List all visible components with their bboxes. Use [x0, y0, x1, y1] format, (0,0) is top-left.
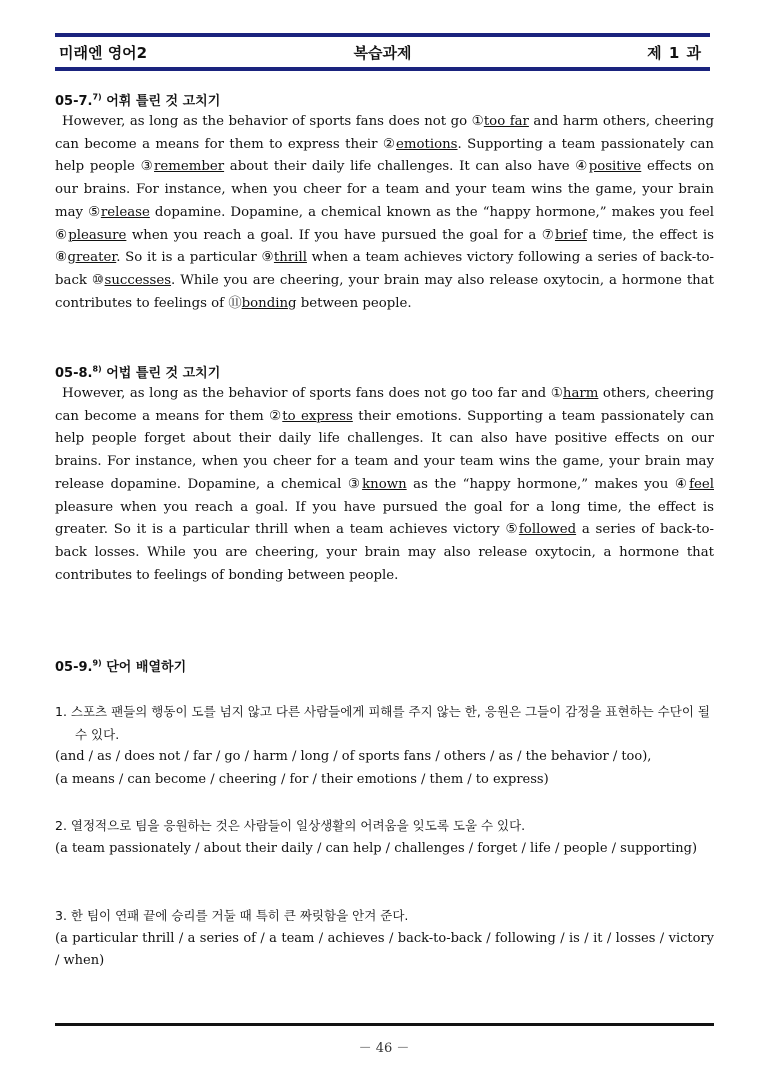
question-number: 05-9. — [55, 660, 93, 675]
underlined-word: bonding — [241, 295, 297, 311]
section-grammar-correction — [55, 362, 714, 587]
word-bank: (a team passionately / about their daily / can help / challenges / forget / life / people / supporting) — [55, 840, 698, 856]
underlined-word: known — [362, 476, 407, 492]
passage: However, as long as the behavior of sports fans does not go too far and ①harm others, cheering can become a means for them ②to express their emotions. Supporting a team passionately can help people forget about their daily life challenges. It can also have positive effects on our brains. For instance, when you cheer for a team and your team wins the game, your brain may release dopamine. Dopamine, a chemical ③known as the “happy hormone,” makes you ④feel pleasure when you reach a goal. If you have pursued the goal for a long time, the effect is greater. So it is a particular thrill when a team achieves victory ⑤followed a series of back-to-back losses. While you are cheering, your brain may also release oxytocin, a hormone that contributes to feelings of bonding between people. — [55, 386, 714, 583]
section-vocabulary-correction — [55, 90, 714, 315]
underlined-word: emotions — [396, 136, 458, 152]
underlined-word: to express — [282, 408, 353, 424]
underlined-word: followed — [518, 522, 577, 538]
question-number: 05-7. — [55, 94, 93, 109]
question-item — [55, 815, 714, 860]
underlined-word: release — [100, 204, 150, 220]
word-bank: (a means / can become / cheering / for / their emotions / them / to express) — [55, 772, 549, 788]
page-number: － 46 － — [358, 1041, 410, 1056]
underlined-word: brief — [554, 227, 587, 243]
korean-prompt: 1. 스포츠 팬들의 행동이 도를 넘지 않고 다른 사람들에게 피해를 주지 않는 한, 응원은 그들이 감정을 표현하는 수단이 될 수 있다. — [55, 704, 710, 742]
underlined-word: feel — [689, 476, 714, 492]
underlined-word: pleasure — [68, 227, 127, 243]
underlined-word: harm — [562, 386, 599, 401]
question-item — [55, 701, 714, 792]
underlined-word: too far — [483, 114, 529, 129]
underlined-word: remember — [154, 159, 225, 175]
underlined-word: successes — [104, 272, 172, 288]
section-heading — [55, 362, 714, 381]
question-type: 어휘 틀린 것 고치기 — [106, 94, 221, 109]
footnote-marker: 7) — [92, 92, 102, 102]
footer-divider — [55, 1023, 714, 1026]
passage: However, as long as the behavior of sports fans does not go ①too far and harm others, cheering can become a means for them to express their ②emotions. Supporting a team passionately can help people ③remember about their daily life challenges. It can also have ④positive effects on our brains. For instance, when you cheer for a team and your team wins the game, your brain may ⑤release dopamine. Dopamine, a chemical known as the “happy hormone,” makes you feel ⑥pleasure when you reach a goal. If you have pursued the goal for a ⑦brief time, the effect is ⑧greater. So it is a particular ⑨thrill when a team achieves victory following a series of back-to-back ⑩successes. While you are cheering, your brain may also release oxytocin, a hormone that contributes to feelings of ⑪bonding between people. — [55, 114, 715, 311]
word-bank: (a particular thrill / a series of / a team / achieves / back-to-back / following / is / it / losses / victory / when) — [55, 930, 714, 969]
question-number: 05-8. — [55, 366, 93, 381]
footnote-marker: 9) — [92, 658, 102, 668]
question-item — [55, 905, 714, 973]
korean-prompt: 3. 한 팀이 연패 끝에 승리를 거둘 때 특히 큰 짜릿함을 안겨 준다. — [55, 908, 409, 923]
korean-prompt: 2. 열정적으로 팀을 응원하는 것은 사람들이 일상생활의 어려움을 잊도록 도울 수 있다. — [55, 818, 526, 833]
section-heading — [55, 656, 714, 675]
underlined-word: thrill — [273, 250, 307, 266]
word-bank: (and / as / does not / far / go / harm / long / of sports fans / others / as / the behavior / too), — [55, 749, 652, 765]
textbook-title: 미래엔 영어2 — [59, 44, 148, 62]
question-type: 어법 틀린 것 고치기 — [106, 366, 221, 381]
section-heading — [55, 90, 714, 109]
page-header — [55, 33, 710, 71]
footnote-marker: 8) — [92, 364, 102, 374]
assignment-title: 복습과제 — [353, 44, 412, 62]
lesson-number: 제 1 과 — [647, 44, 702, 62]
question-type: 단어 배열하기 — [106, 660, 187, 675]
section-word-ordering — [55, 656, 714, 677]
underlined-word: greater — [67, 250, 117, 266]
underlined-word: positive — [588, 159, 642, 175]
